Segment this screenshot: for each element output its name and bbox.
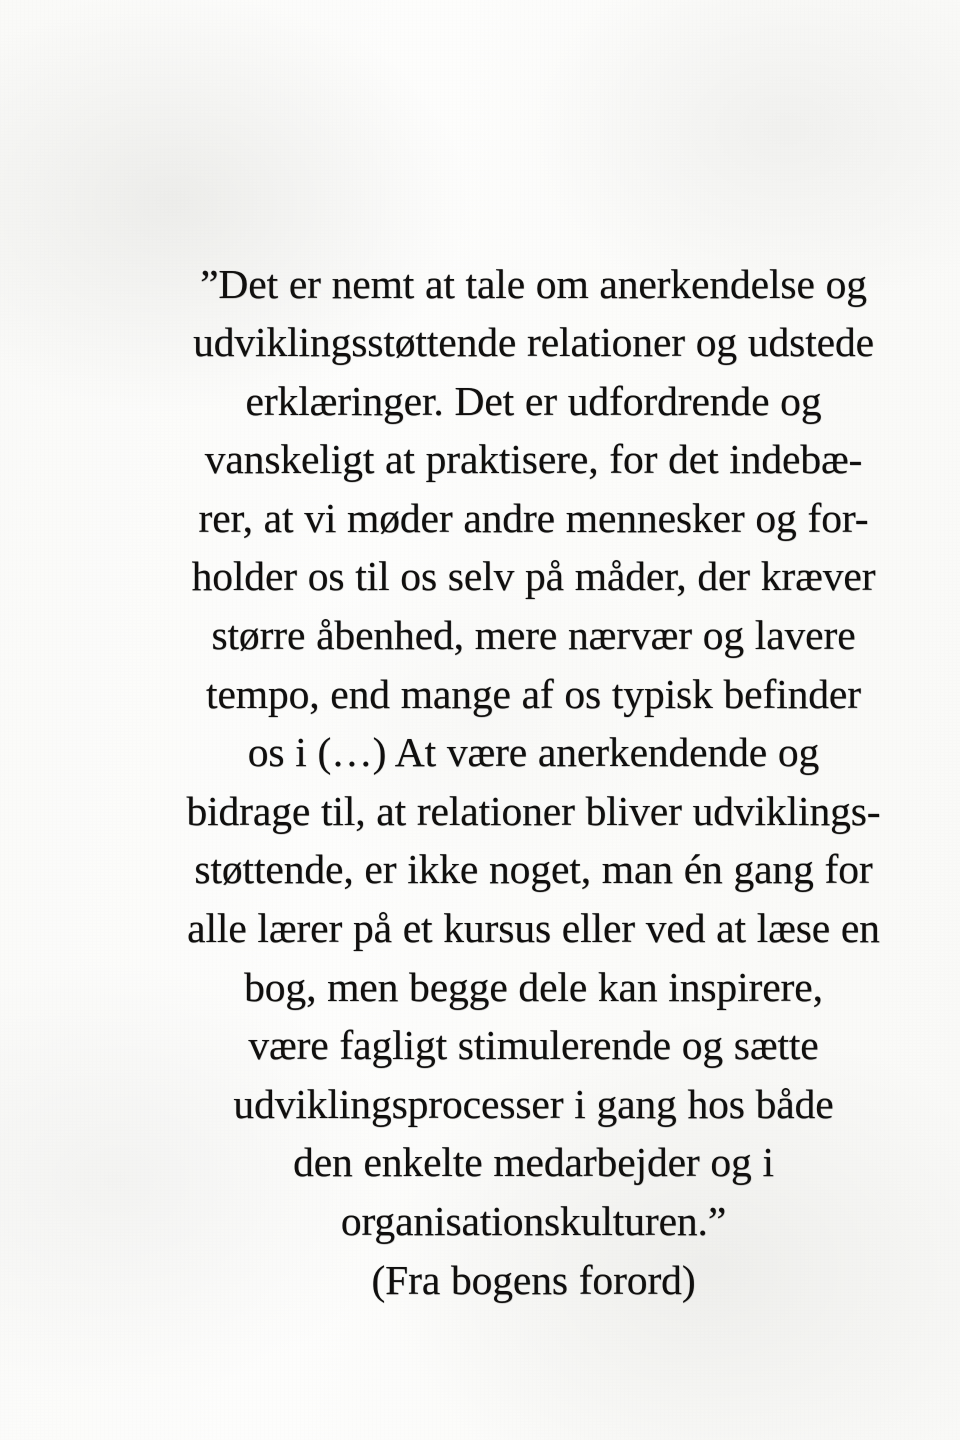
quote-line: erklæringer. Det er udfordrende og bbox=[245, 377, 822, 424]
quote-line: vanskeligt at praktisere, for det indebæ- bbox=[204, 436, 863, 483]
quote-line: bog, men begge dele kan inspirere, bbox=[244, 963, 823, 1010]
quote-line: bidrage til, at relationer bliver udviklings- bbox=[186, 787, 881, 834]
quote-line: udviklingsprocesser i gang hos både bbox=[233, 1080, 834, 1127]
quote-line: den enkelte medarbejder og i bbox=[293, 1139, 774, 1186]
quote-line: rer, at vi møder andre mennesker og for- bbox=[198, 494, 869, 541]
quote-attribution: (Fra bogens forord) bbox=[371, 1256, 696, 1303]
quote-line: ”Det er nemt at tale om anerkendelse og bbox=[200, 260, 867, 307]
quote-line: være fagligt stimulerende og sætte bbox=[248, 1022, 819, 1069]
quote-line: støttende, er ikke noget, man én gang for bbox=[194, 846, 873, 893]
quote-line: os i (…) At være anerkendende og bbox=[247, 729, 820, 776]
quote-line: alle lærer på et kursus eller ved at læse en bbox=[187, 905, 880, 952]
pull-quote bbox=[40, 255, 960, 1310]
quote-line: tempo, end mange af os typisk befinder bbox=[206, 670, 861, 717]
quote-line: organisationskulturen.” bbox=[340, 1198, 727, 1244]
quote-line: udviklingsstøttende relationer og udstede bbox=[193, 319, 874, 366]
quote-line: større åbenhed, mere nærvær og lavere bbox=[211, 612, 856, 659]
quote-line: holder os til os selv på måder, der kræver bbox=[191, 553, 876, 600]
